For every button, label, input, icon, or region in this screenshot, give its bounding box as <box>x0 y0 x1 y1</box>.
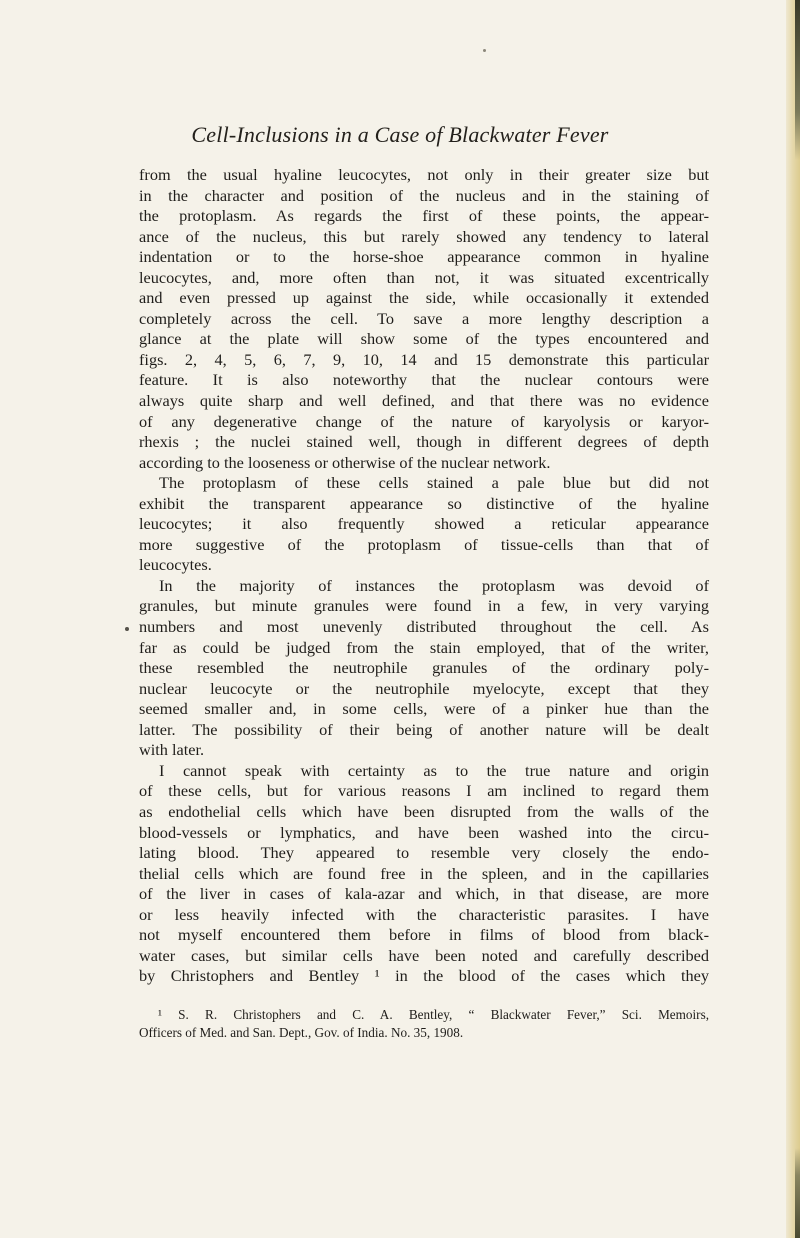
text-line: always quite sharp and well defined, and that there was no evidence <box>139 391 709 411</box>
text-line: these resembled the neutrophile granules of the ordinary poly- <box>139 658 709 678</box>
page-edge-shadow-bottom <box>795 1148 800 1238</box>
paper-speck <box>483 49 486 52</box>
text-line: from the usual hyaline leucocytes, not only in their greater size but <box>139 165 709 184</box>
text-line: blood-vessels or lymphatics, and have been washed into the circu- <box>139 822 709 842</box>
text-line: more suggestive of the protoplasm of tissue-cells than that of <box>139 534 709 554</box>
margin-mark <box>125 627 129 631</box>
text-line: water cases, but similar cells have been noted and carefully described <box>139 945 709 965</box>
text-line: not myself encountered them before in films of blood from black- <box>139 925 709 945</box>
text-line: in the character and position of the nucleus and in the staining of <box>139 185 709 205</box>
text-line: leucocytes. <box>139 555 212 575</box>
text-line: granules, but minute granules were found in a few, in very varying <box>139 596 709 616</box>
text-line: nuclear leucocyte or the neutrophile myelocyte, except that they <box>139 678 709 698</box>
text-line: indentation or to the horse-shoe appearance common in hyaline <box>139 247 709 267</box>
text-line: with later. <box>139 740 205 760</box>
text-line: exhibit the transparent appearance so distinctive of the hyaline <box>139 493 709 513</box>
text-line: as endothelial cells which have been disrupted from the walls of the <box>139 801 709 821</box>
text-line: according to the looseness or otherwise of the nuclear network. <box>139 452 551 472</box>
text-line: rhexis ; the nuclei stained well, though in different degrees of depth <box>139 432 709 452</box>
footnote-line: Officers of Med. and San. Dept., Gov. of India. No. 35, 1908. <box>139 1025 464 1040</box>
running-head: Cell-Inclusions in a Case of Blackwater Fever <box>191 122 609 147</box>
body-text <box>139 165 709 987</box>
text-line: the protoplasm. As regards the first of these points, the appear- <box>139 206 709 226</box>
text-line: The protoplasm of these cells stained a pale blue but did not <box>159 473 709 493</box>
text-line: by Christophers and Bentley ¹ in the blood of the cases which they <box>139 966 709 986</box>
text-line: completely across the cell. To save a more lengthy description a <box>139 308 709 328</box>
text-line: latter. The possibility of their being of another nature will be dealt <box>139 719 709 739</box>
text-line: thelial cells which are found free in the spleen, and in the capillaries <box>139 863 709 883</box>
text-line: lating blood. They appeared to resemble very closely the endo- <box>139 843 709 863</box>
text-line: and even pressed up against the side, while occasionally it extended <box>139 288 709 308</box>
text-line: glance at the plate will show some of the types encountered and <box>139 329 709 349</box>
text-line: I cannot speak with certainty as to the true nature and origin <box>159 760 709 780</box>
text-line: of these cells, but for various reasons I am inclined to regard them <box>139 781 709 801</box>
text-line: figs. 2, 4, 5, 6, 7, 9, 10, 14 and 15 demonstrate this particular <box>139 349 709 369</box>
page-edge <box>786 0 800 1238</box>
text-line: of any degenerative change of the nature of karyolysis or karyor- <box>139 411 709 431</box>
footnotes <box>139 1006 709 1042</box>
text-line: ance of the nucleus, this but rarely showed any tendency to lateral <box>139 226 709 246</box>
text-line: of the liver in cases of kala-azar and which, in that disease, are more <box>139 884 709 904</box>
text-line: leucocytes; it also frequently showed a reticular appearance <box>139 514 709 534</box>
text-line: or less heavily infected with the characteristic parasites. I have <box>139 904 709 924</box>
text-line: numbers and most unevenly distributed throughout the cell. As <box>139 617 709 637</box>
footnote-line: ¹ S. R. Christophers and C. A. Bentley, “ Blackwater Fever,” Sci. Memoirs, <box>158 1007 709 1022</box>
text-line: leucocytes, and, more often than not, it was situated excentrically <box>139 267 709 287</box>
text-line: In the majority of instances the protoplasm was devoid of <box>159 575 709 595</box>
text-line: far as could be judged from the stain employed, that of the writer, <box>139 637 709 657</box>
text-line: feature. It is also noteworthy that the nuclear contours were <box>139 370 709 390</box>
text-line: seemed smaller and, in some cells, were of a pinker hue than the <box>139 699 709 719</box>
